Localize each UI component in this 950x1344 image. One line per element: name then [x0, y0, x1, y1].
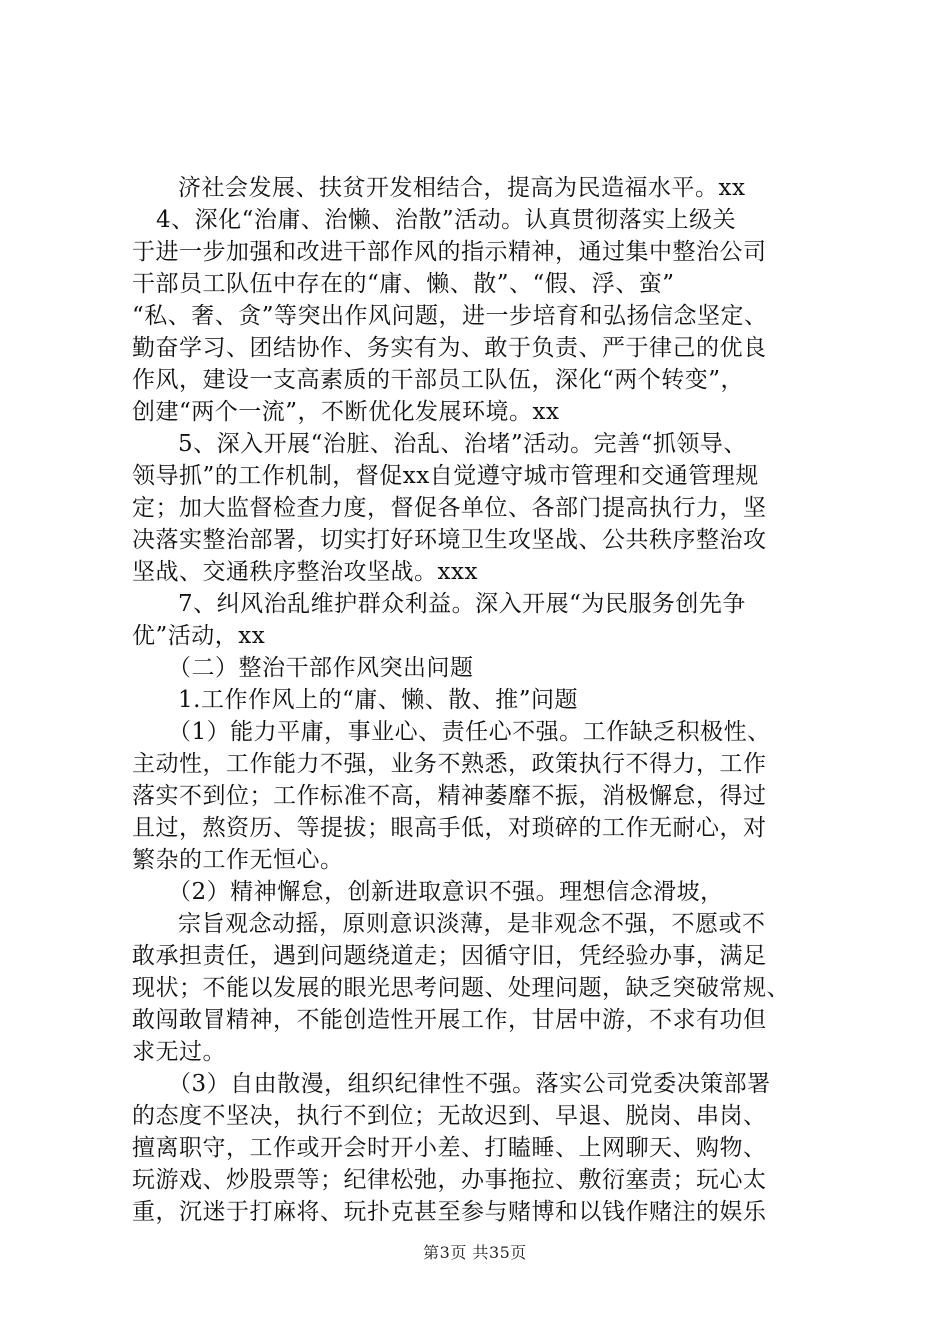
text-line: 定；加大监督检查力度，督促各单位、各部门提高执行力，坚	[132, 495, 767, 521]
text-line: 创建“两个一流”，不断优化发展环境。xx	[132, 399, 560, 425]
text-line: 济社会发展、扶贫开发相结合，提高为民造福水平。xx	[178, 175, 746, 201]
text-line: 作风，建设一支高素质的干部员工队伍，深化“两个转变”，	[132, 367, 745, 393]
text-line: 繁杂的工作无恒心。	[132, 847, 344, 873]
text-line: 求无过。	[132, 1039, 226, 1065]
text-line: （1）能力平庸，事业心、责任心不强。工作缺乏积极性、	[168, 719, 771, 745]
text-line: 敢承担责任，遇到问题绕道走；因循守旧，凭经验办事，满足	[132, 943, 767, 969]
text-line: 于进一步加强和改进干部作风的指示精神，通过集中整治公司	[132, 239, 767, 265]
text-line: 7、纠风治乱维护群众利益。深入开展“为民服务创先争	[178, 591, 746, 617]
page-number: 第3页 共35页	[423, 1243, 527, 1262]
text-line: （2）精神懈怠，创新进取意识不强。理想信念滑坡，	[168, 879, 724, 905]
text-line: 落实不到位；工作标准不高，精神萎靡不振，消极懈怠，得过	[132, 783, 767, 809]
text-line: （3）自由散漫，组织纪律性不强。落实公司党委决策部署	[168, 1071, 771, 1097]
text-line: 擅离职守，工作或开会时开小差、打瞌睡、上网聊天、购物、	[132, 1135, 767, 1161]
text-line: 领导抓”的工作机制，督促xx自觉遵守城市管理和交通管理规	[132, 463, 759, 489]
section-heading: （二）整治干部作风突出问题	[168, 655, 474, 681]
text-line: 重，沉迷于打麻将、玩扑克甚至参与赌博和以钱作赌注的娱乐	[132, 1199, 767, 1225]
text-line: 且过，熬资历、等提拔；眼高手低，对琐碎的工作无耐心，对	[132, 815, 767, 841]
text-line: 现状；不能以发展的眼光思考问题、处理问题，缺乏突破常规、	[132, 975, 790, 1001]
document-body	[132, 172, 844, 1228]
text-line: 4、深化“治庸、治懒、治散”活动。认真贯彻落实上级关	[156, 207, 737, 233]
text-line: 勤奋学习、团结协作、务实有为、敢于负责、严于律己的优良	[132, 335, 767, 361]
text-line: 的态度不坚决，执行不到位；无故迟到、早退、脱岗、串岗、	[132, 1103, 767, 1129]
text-line: 干部员工队伍中存在的“庸、懒、散”、“假、浮、蛮”	[132, 271, 675, 297]
subsection-heading: 1.工作作风上的“庸、懒、散、推”问题	[178, 687, 578, 713]
text-line: 优”活动，xx	[132, 623, 266, 649]
text-line: 坚战、交通秩序整治攻坚战。xxx	[132, 559, 478, 585]
text-line: 宗旨观念动摇，原则意识淡薄，是非观念不强，不愿或不	[178, 911, 766, 937]
text-line: 主动性，工作能力不强，业务不熟悉，政策执行不得力，工作	[132, 751, 767, 777]
text-line: 决落实整治部署，切实打好环境卫生攻坚战、公共秩序整治攻	[132, 527, 767, 553]
text-line: 敢闯敢冒精神，不能创造性开展工作，甘居中游，不求有功但	[132, 1007, 767, 1033]
text-line: 5、深入开展“治脏、治乱、治堵”活动。完善“抓领导、	[178, 431, 747, 457]
text-line: 玩游戏、炒股票等；纪律松弛，办事拖拉、敷衍塞责；玩心太	[132, 1167, 767, 1193]
text-line: “私、奢、贪”等突出作风问题，进一步培育和弘扬信念坚定、	[132, 303, 768, 329]
